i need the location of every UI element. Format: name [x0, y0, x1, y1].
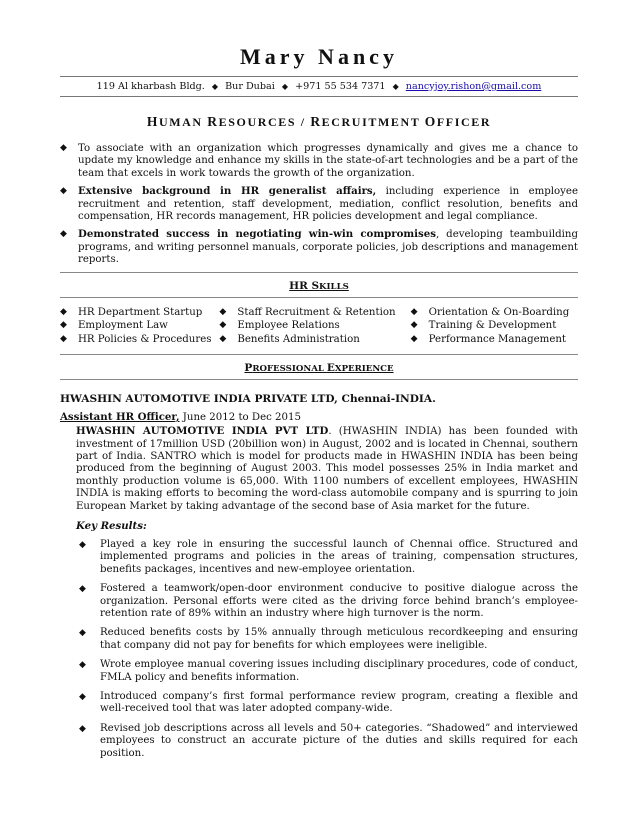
diamond-bullet-icon: ◆: [410, 320, 418, 331]
list-item: ◆ To associate with an organization which progresses dynamically and gives me a chance to update my knowledge and enhance my skills in the state-of-art technologies and be a part of the team that excels in work towards the growth of the organization.: [60, 143, 578, 179]
list-item: ◆ Revised job descriptions across all levels and 50+ categories. “Shadowed” and interviewed employees to construct an accurate picture of the duties and skills required for each position.: [79, 722, 578, 759]
diamond-bullet-icon: ◆: [60, 186, 67, 197]
list-item: ◆ Played a key role in ensuring the successful launch of Chennai office. Structured and implemented programs and policies in the areas of training, compensation structures, benefits packages, incentives and new-employee orientation.: [79, 539, 578, 575]
diamond-bullet-icon: ◆: [79, 692, 86, 703]
diamond-bullet-icon: ◆: [60, 143, 67, 153]
diamond-bullet-icon: ◆: [410, 333, 418, 344]
list-item: ◆ HR Policies & Procedures: [60, 333, 212, 345]
skills-grid: [60, 306, 578, 347]
skills-column-1: [60, 306, 219, 347]
diamond-bullet-icon: ◆: [79, 660, 86, 671]
employment-period: June 2012 to Dec 2015: [179, 412, 301, 424]
skills-heading: HR SKILLS: [60, 279, 578, 298]
key-results-list: [76, 539, 578, 760]
diamond-bullet-icon: ◆: [60, 306, 67, 317]
list-item: ◆ Employee Relations: [219, 320, 340, 332]
list-item: ◆ Staff Recruitment & Retention: [219, 306, 396, 318]
diamond-bullet-icon: ◆: [60, 229, 67, 240]
diamond-bullet-icon: ◆: [219, 320, 227, 331]
divider: [60, 272, 578, 273]
list-item: ◆ Performance Management: [410, 333, 567, 345]
diamond-bullet-icon: ◆: [60, 320, 67, 331]
company-description: HWASHIN AUTOMOTIVE INDIA PVT LTD. (HWASHIN INDIA) has been founded with investment of 17million USD (20billion won) in August, 2002 and is located in Chennai, southern part of India. SANTRO which is model for products made in HWASHIN INDIA has been being produced from the beginning of August 2003. This model possesses 25% in India market and monthly production volume is 65,000. With 1100 numbers of excellent employees, HWASHIN INDIA is making efforts to becoming the word-class automobile company and is spurring to join European Market by taking advantage of the second base of Asia market for the future.: [76, 425, 578, 512]
candidate-name: Mary Nancy: [240, 44, 398, 69]
position-line: [60, 410, 578, 424]
diamond-bullet-icon: ◆: [60, 333, 67, 344]
list-item: ◆ Extensive background in HR generalist affairs, including experience in employee recruitment and retention, staff development, mediation, conflict resolution, benefits and compensation, HR records management, HR policies development and legal compliance.: [60, 185, 578, 223]
list-item: ◆ Training & Development: [410, 320, 557, 332]
email-link[interactable]: nancyjoy.rishon@gmail.com: [405, 81, 542, 92]
address: 119 Al kharbash Bldg.: [96, 81, 205, 92]
job-title-heading: HUMAN RESOURCES / RECRUITMENT OFFICER: [146, 114, 492, 129]
diamond-bullet-icon: ◆: [219, 306, 227, 317]
list-item: ◆ Demonstrated success in negotiating win-win compromises, developing teambuilding programs, and writing personnel manuals, corporate policies, job descriptions and management reports.: [60, 228, 578, 266]
diamond-bullet-icon: ◆: [79, 584, 86, 595]
list-item: ◆ Orientation & On-Boarding: [410, 306, 570, 318]
divider: [60, 354, 578, 355]
list-item: ◆ Employment Law: [60, 320, 168, 332]
diamond-bullet-icon: ◆: [410, 306, 418, 317]
diamond-bullet-icon: ◆: [392, 82, 399, 91]
list-item: ◆ Reduced benefits costs by 15% annually through meticulous recordkeeping and ensuring that company did not pay for benefits for which employees were ineligible.: [79, 627, 578, 651]
key-results-label: Key Results:: [76, 520, 147, 532]
diamond-bullet-icon: ◆: [211, 82, 219, 91]
list-item: ◆ Benefits Administration: [219, 333, 360, 345]
list-item: ◆ Wrote employee manual covering issues including disciplinary procedures, code of conduct, FMLA policy and benefits information.: [79, 659, 578, 683]
contact-bar: [60, 76, 578, 97]
position-title: Assistant HR Officer,: [60, 411, 180, 424]
list-item: ◆ HR Department Startup: [60, 306, 203, 318]
diamond-bullet-icon: ◆: [281, 82, 289, 91]
list-item: ◆ Introduced company’s first formal performance review program, creating a flexible and well-received tool that was later adopted company-wide.: [79, 691, 578, 715]
skills-column-2: [219, 306, 410, 347]
skills-column-3: [411, 306, 578, 347]
diamond-bullet-icon: ◆: [219, 333, 227, 344]
objective-list: [60, 142, 578, 267]
company-name: HWASHIN AUTOMOTIVE INDIA PRIVATE LTD, Chennai-INDIA.: [60, 393, 436, 406]
phone: +971 55 534 7371: [295, 81, 386, 92]
diamond-bullet-icon: ◆: [79, 540, 86, 550]
list-item: ◆ Fostered a teamwork/open-door environment conducive to positive dialogue across the organization. Personal efforts were cited as the driving force behind branch’s employee-retention rate of 89% within an industry where high turnover is the norm.: [79, 583, 578, 620]
city: Bur Dubai: [225, 81, 275, 92]
diamond-bullet-icon: ◆: [79, 723, 86, 734]
diamond-bullet-icon: ◆: [79, 628, 86, 639]
experience-heading: PROFESSIONAL EXPERIENCE: [60, 361, 578, 380]
